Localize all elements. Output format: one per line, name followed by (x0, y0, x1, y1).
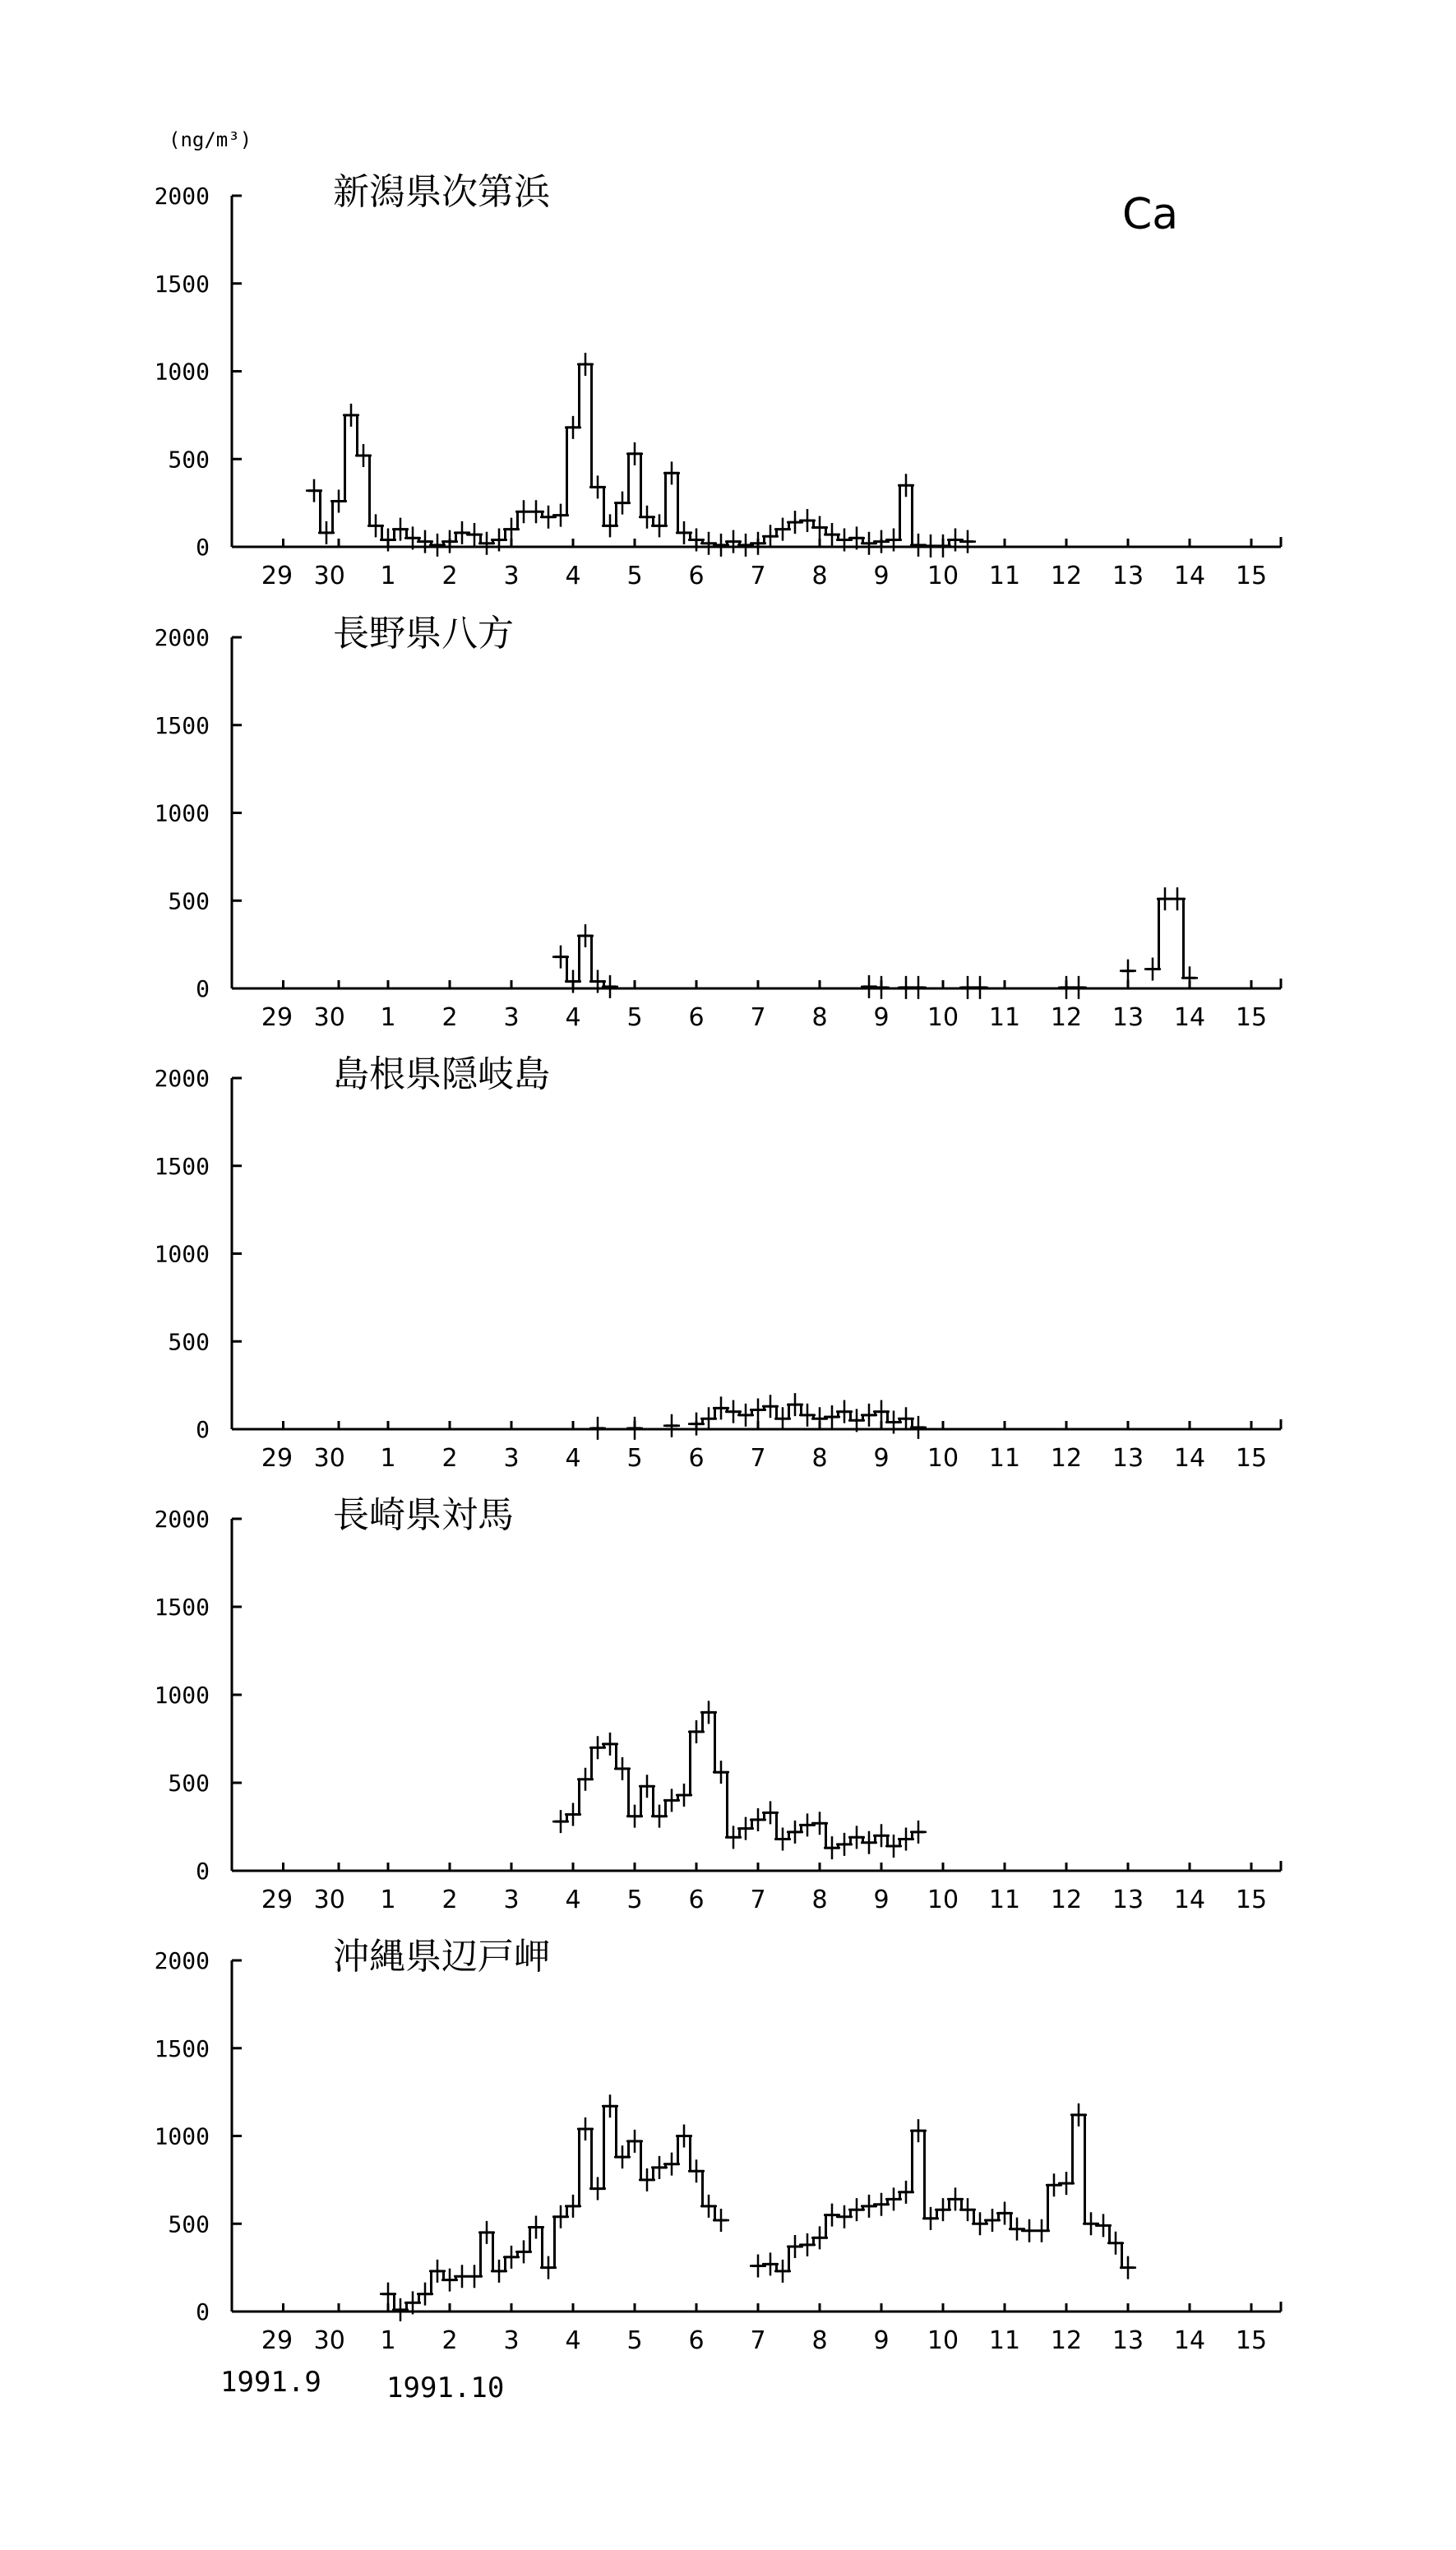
x-tick-label: 6 (688, 562, 705, 590)
data-point (935, 535, 951, 558)
data-point (1070, 976, 1087, 999)
x-tick-label: 30 (313, 1003, 345, 1032)
x-tick-label: 12 (1050, 562, 1083, 590)
x-tick-label: 29 (261, 1444, 294, 1473)
data-point (737, 534, 754, 557)
y-tick-label: 0 (196, 534, 210, 561)
y-tick-label: 500 (168, 1770, 210, 1797)
x-tick-label: 14 (1173, 562, 1206, 590)
data-point (1120, 960, 1136, 983)
y-tick-label: 1000 (154, 358, 210, 386)
x-tick-label: 1 (380, 1444, 396, 1473)
x-tick-label: 6 (688, 1886, 705, 1914)
x-tick-label: 4 (565, 2326, 581, 2355)
chart-panel-2 (155, 613, 1281, 1032)
data-point (725, 530, 742, 553)
x-tick-label: 29 (261, 562, 294, 590)
date-label-oct: 1991.10 (386, 2372, 505, 2404)
x-tick-label: 5 (626, 2326, 643, 2355)
x-tick-label: 30 (313, 1886, 345, 1914)
x-tick-label: 30 (313, 2326, 345, 2355)
x-tick-label: 10 (927, 1003, 959, 1032)
x-tick-label: 12 (1050, 1444, 1083, 1473)
x-tick-label: 15 (1235, 1444, 1268, 1473)
panel-title: 新潟県次第浜 (333, 171, 550, 213)
x-tick-label: 2 (441, 2326, 458, 2355)
data-point (528, 500, 544, 523)
chart-panel-1 (155, 171, 1281, 590)
series-line-Ca (555, 899, 1196, 988)
x-tick-label: 1 (380, 562, 396, 590)
x-tick-label: 12 (1050, 1886, 1083, 1914)
x-tick-label: 10 (927, 562, 959, 590)
x-tick-label: 15 (1235, 1886, 1268, 1914)
x-tick-label: 13 (1112, 1003, 1144, 1032)
data-point (700, 532, 717, 555)
data-point (737, 1404, 754, 1427)
data-point (589, 1417, 606, 1440)
y-tick-label: 500 (168, 1328, 210, 1356)
x-tick-label: 2 (441, 562, 458, 590)
y-tick-label: 2000 (154, 183, 210, 210)
series-line-Ca (382, 2106, 1135, 2310)
x-tick-label: 10 (927, 2326, 959, 2355)
x-tick-label: 14 (1173, 1003, 1206, 1032)
x-tick-label: 4 (565, 1886, 581, 1914)
y-tick-label: 500 (168, 887, 210, 915)
date-label-sep: 1991.9 (220, 2366, 321, 2399)
data-point (602, 975, 618, 998)
data-point (861, 1404, 877, 1427)
x-tick-label: 3 (503, 1444, 520, 1473)
y-tick-label: 2000 (154, 1506, 210, 1533)
data-point (626, 1417, 643, 1440)
x-tick-label: 11 (988, 1003, 1021, 1032)
x-tick-label: 8 (811, 1003, 828, 1032)
x-tick-label: 7 (750, 562, 766, 590)
x-tick-label: 5 (626, 1886, 643, 1914)
x-tick-label: 14 (1173, 1444, 1206, 1473)
data-point (873, 530, 890, 553)
x-tick-label: 11 (988, 2326, 1021, 2355)
data-point (713, 534, 729, 557)
data-point (750, 2254, 766, 2277)
x-tick-label: 2 (441, 1444, 458, 1473)
unit-label: (ng/m³) (169, 128, 252, 151)
x-tick-label: 15 (1235, 2326, 1268, 2355)
x-tick-label: 12 (1050, 2326, 1083, 2355)
y-tick-label: 1500 (154, 711, 210, 739)
data-point (663, 1414, 680, 1437)
y-tick-label: 1000 (154, 1682, 210, 1709)
data-point (873, 976, 890, 999)
x-tick-label: 13 (1112, 562, 1144, 590)
x-tick-label: 8 (811, 2326, 828, 2355)
x-tick-label: 7 (750, 1886, 766, 1914)
x-tick-label: 29 (261, 1886, 294, 1914)
x-tick-label: 9 (873, 2326, 890, 2355)
data-point (540, 506, 557, 529)
x-tick-label: 15 (1235, 562, 1268, 590)
y-tick-label: 1500 (154, 1594, 210, 1621)
y-tick-label: 0 (196, 2298, 210, 2326)
x-tick-label: 7 (750, 1003, 766, 1032)
x-tick-label: 10 (927, 1444, 959, 1473)
x-tick-label: 7 (750, 1444, 766, 1473)
x-tick-label: 9 (873, 562, 890, 590)
x-tick-label: 9 (873, 1003, 890, 1032)
y-tick-label: 1500 (154, 2034, 210, 2062)
x-tick-label: 4 (565, 1003, 581, 1032)
x-tick-label: 5 (626, 562, 643, 590)
panel-title: 長崎県対馬 (333, 1494, 514, 1536)
y-tick-label: 2000 (154, 1947, 210, 1974)
x-tick-label: 3 (503, 1003, 520, 1032)
x-tick-label: 2 (441, 1003, 458, 1032)
x-tick-label: 30 (313, 1444, 345, 1473)
y-tick-label: 2000 (154, 1065, 210, 1092)
data-point (824, 1405, 840, 1428)
data-point (873, 2193, 890, 2216)
y-tick-label: 500 (168, 2210, 210, 2238)
data-point (417, 530, 433, 553)
x-tick-label: 1 (380, 2326, 396, 2355)
x-tick-label: 5 (626, 1444, 643, 1473)
y-tick-label: 0 (196, 975, 210, 1002)
data-point (750, 1399, 766, 1422)
x-tick-label: 15 (1235, 1003, 1268, 1032)
x-tick-label: 4 (565, 1444, 581, 1473)
x-tick-label: 13 (1112, 1886, 1144, 1914)
series-line-Ca (308, 364, 974, 546)
x-tick-label: 6 (688, 1003, 705, 1032)
data-point (429, 534, 446, 557)
x-tick-label: 7 (750, 2326, 766, 2355)
y-tick-label: 1000 (154, 2122, 210, 2150)
panel-title: 沖縄県辺戸岬 (333, 1936, 550, 1978)
data-point (861, 2195, 877, 2218)
x-tick-label: 8 (811, 562, 828, 590)
x-tick-label: 3 (503, 1886, 520, 1914)
data-point (972, 976, 988, 999)
x-tick-label: 6 (688, 1444, 705, 1473)
data-point (688, 1413, 705, 1436)
x-tick-label: 2 (441, 1886, 458, 1914)
x-tick-label: 3 (503, 2326, 520, 2355)
x-tick-label: 10 (927, 1886, 959, 1914)
x-tick-label: 29 (261, 2326, 294, 2355)
x-tick-label: 9 (873, 1886, 890, 1914)
panel-title: 島根県隠岐島 (333, 1053, 550, 1095)
x-tick-label: 11 (988, 1886, 1021, 1914)
chart-panel-4 (155, 1494, 1281, 1914)
x-tick-label: 8 (811, 1886, 828, 1914)
chart-panel-5 (155, 1936, 1281, 2355)
x-tick-label: 4 (565, 562, 581, 590)
x-tick-label: 11 (988, 562, 1021, 590)
y-tick-label: 2000 (154, 624, 210, 651)
y-tick-label: 0 (196, 1416, 210, 1443)
x-tick-label: 1 (380, 1886, 396, 1914)
x-tick-label: 6 (688, 2326, 705, 2355)
data-point (910, 976, 927, 999)
y-tick-label: 1000 (154, 1240, 210, 1268)
y-tick-label: 1000 (154, 799, 210, 827)
y-tick-label: 1500 (154, 1152, 210, 1180)
data-point (959, 530, 976, 553)
chart-panel-3 (155, 1053, 1281, 1473)
x-tick-label: 29 (261, 1003, 294, 1032)
data-point (861, 532, 877, 555)
x-tick-label: 9 (873, 1444, 890, 1473)
x-tick-label: 8 (811, 1444, 828, 1473)
x-tick-label: 12 (1050, 1003, 1083, 1032)
element-label: Ca (1122, 190, 1179, 239)
x-tick-label: 14 (1173, 2326, 1206, 2355)
x-tick-label: 14 (1173, 1886, 1206, 1914)
x-tick-label: 13 (1112, 1444, 1144, 1473)
panel-title: 長野県八方 (333, 613, 514, 655)
y-tick-label: 1500 (154, 270, 210, 298)
x-tick-label: 1 (380, 1003, 396, 1032)
y-tick-label: 500 (168, 446, 210, 474)
x-tick-label: 5 (626, 1003, 643, 1032)
data-point (811, 1407, 828, 1430)
x-tick-label: 11 (988, 1444, 1021, 1473)
x-tick-label: 3 (503, 562, 520, 590)
data-point (725, 1400, 742, 1423)
y-tick-label: 0 (196, 1858, 210, 1885)
x-tick-label: 30 (313, 562, 345, 590)
x-tick-label: 13 (1112, 2326, 1144, 2355)
